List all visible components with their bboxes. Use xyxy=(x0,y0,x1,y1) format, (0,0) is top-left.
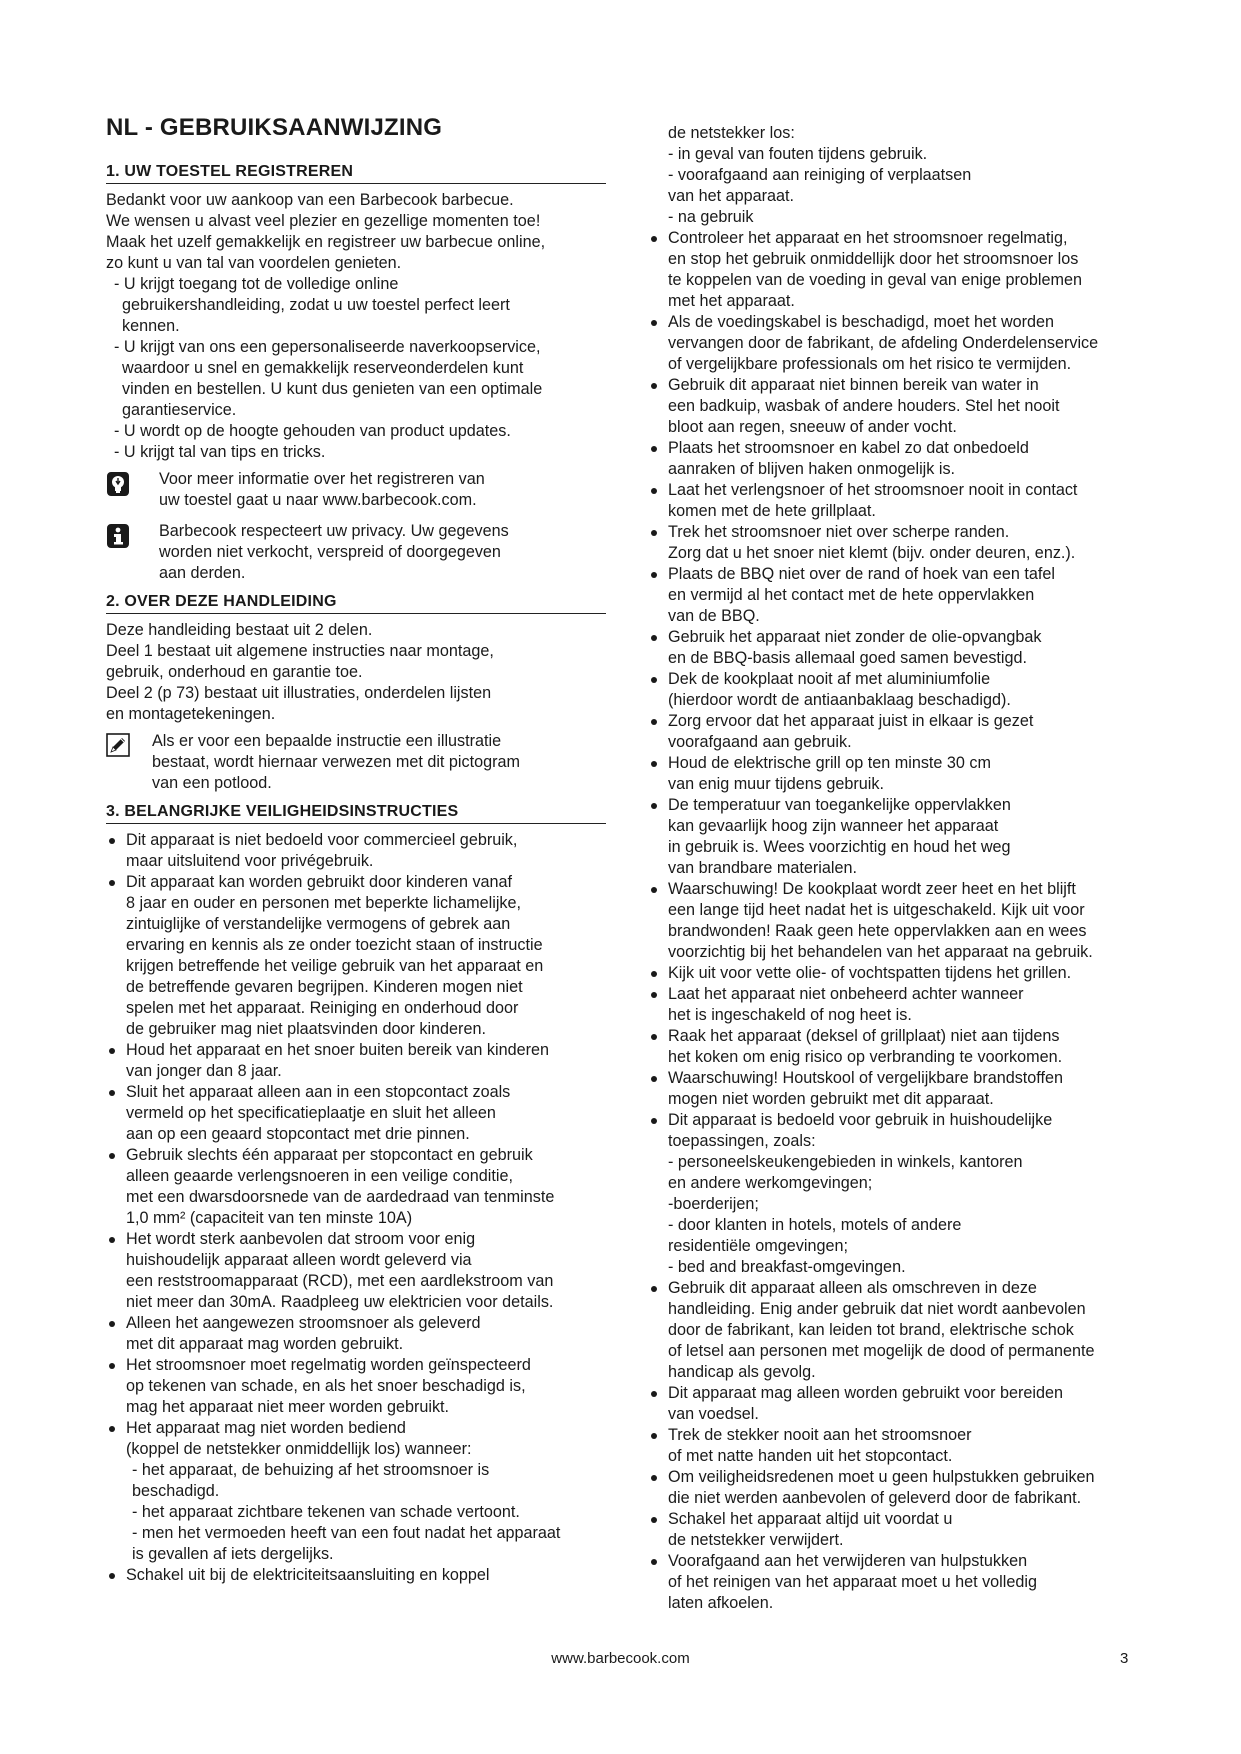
list-item: Gebruik slechts één apparaat per stopcontact en gebruik alleen geaarde verlengsnoeren in een veilige conditie, met een dwarsdoorsnede van de aardedraad van tenminste 1,0 mm² (capaciteit van ten minste 10A) xyxy=(106,1145,606,1229)
list-item: - men het vermoeden heeft van een fout nadat het apparaat is gevallen af iets dergelijks. xyxy=(132,1524,561,1563)
note-register-info: Voor meer informatie over het registreren van uw toestel gaat u naar www.barbecook.com. xyxy=(106,469,606,511)
safety-list-right-end xyxy=(648,1278,1148,1614)
register-intro: Bedankt voor uw aankoop van een Barbecook barbecue. We wensen u alvast veel plezier en gezellige momenten toe! Maak het uzelf gemakkelijk en registreer uw barbecue online, zo kunt u van tal van voordelen genieten. xyxy=(106,191,546,272)
list-item: Laat het verlengsnoer of het stroomsnoer nooit in contact komen met de hete grillplaat. xyxy=(648,480,1148,522)
list-item: Als de voedingskabel is beschadigd, moet het worden vervangen door de fabrikant, de afdeling Onderdelenservice of vergelijkbare professionals om het risico te vermijden. xyxy=(648,312,1148,375)
list-item: - personeelskeukengebieden in winkels, kantoren en andere werkomgevingen; xyxy=(668,1153,1023,1192)
list-item: Trek het stroomsnoer niet over scherpe randen. Zorg dat u het snoer niet klemt (bijv. onder deuren, enz.). xyxy=(648,522,1148,564)
footer-url: www.barbecook.com xyxy=(551,1650,690,1667)
list-item: Kijk uit voor vette olie- of vochtspatten tijdens het grillen. xyxy=(648,963,1148,984)
list-item: Alleen het aangewezen stroomsnoer als geleverd met dit apparaat mag worden gebruikt. xyxy=(106,1313,606,1355)
benefit-item: - U krijgt toegang tot de volledige online gebruikershandleiding, zodat u uw toestel perfect leert kennen. xyxy=(114,275,510,335)
list-item: Plaats de BBQ niet over de rand of hoek van een tafel en vermijd al het contact met de hete oppervlakken van de BBQ. xyxy=(648,564,1148,627)
continued-text: de netstekker los: xyxy=(668,124,795,142)
list-item: Het wordt sterk aanbevolen dat stroom voor enig huishoudelijk apparaat alleen wordt geleverd via een reststroomapparaat (RCD), met een aardlekstroom van niet meer dan 30mA. Raadpleeg uw elektricien voor details. xyxy=(106,1229,606,1313)
section-heading-manual: 2. OVER DEZE HANDLEIDING xyxy=(106,592,606,614)
list-item: - bed and breakfast-omgevingen. xyxy=(668,1258,906,1276)
list-item: Schakel het apparaat altijd uit voordat u de netstekker verwijdert. xyxy=(648,1509,1148,1551)
household-sublist xyxy=(648,1152,1148,1278)
list-item: Dit apparaat is niet bedoeld voor commercieel gebruik, maar uitsluitend voor privégebruik. xyxy=(106,830,606,872)
benefit-item: - U krijgt van ons een gepersonaliseerde naverkoopservice, waardoor u snel en gemakkelijk reserveonderdelen kunt vinden en bestellen. U kunt dus genieten van een optimale garantieservice. xyxy=(114,338,543,419)
list-item: Dit apparaat is bedoeld voor gebruik in huishoudelijke toepassingen, zoals: xyxy=(648,1110,1148,1152)
list-item: Waarschuwing! Houtskool of vergelijkbare brandstoffen mogen niet worden gebruikt met dit apparaat. xyxy=(648,1068,1148,1110)
bediend-sublist xyxy=(106,1460,606,1565)
list-item: - na gebruik xyxy=(668,208,754,226)
list-item: Om veiligheidsredenen moet u geen hulpstukken gebruiken die niet werden aanbevolen of geleverd door de fabrikant. xyxy=(648,1467,1148,1509)
list-item: Gebruik dit apparaat alleen als omschreven in deze handleiding. Enig ander gebruik dat niet wordt aanbevolen door de fabrikant, kan leiden tot brand, elektrische schok of letsel aan personen met mogelijk de dood of permanente handicap als gevolg. xyxy=(648,1278,1148,1383)
list-item: - in geval van fouten tijdens gebruik. xyxy=(668,145,928,163)
list-item: - voorafgaand aan reiniging of verplaatsen van het apparaat. xyxy=(668,166,972,205)
benefit-item: - U krijgt tal van tips en tricks. xyxy=(114,443,326,461)
note-privacy: Barbecook respecteert uw privacy. Uw gegevens worden niet verkocht, verspreid of doorgegeven aan derden. xyxy=(106,521,606,584)
safety-list-left xyxy=(106,830,606,1418)
list-item: Zorg ervoor dat het apparaat juist in elkaar is gezet voorafgaand aan gebruik. xyxy=(648,711,1148,753)
section-heading-register: 1. UW TOESTEL REGISTREREN xyxy=(106,162,606,184)
list-item: Gebruik het apparaat niet zonder de olie-opvangbak en de BBQ-basis allemaal goed samen bevestigd. xyxy=(648,627,1148,669)
list-item: Plaats het stroomsnoer en kabel zo dat onbedoeld aanraken of blijven haken onmogelijk is. xyxy=(648,438,1148,480)
list-item: Laat het apparaat niet onbeheerd achter wanneer het is ingeschakeld of nog heet is. xyxy=(648,984,1148,1026)
list-item: Controleer het apparaat en het stroomsnoer regelmatig, en stop het gebruik onmiddellijk door het stroomsnoer los te koppelen van de voeding in geval van enige problemen met het apparaat. xyxy=(648,228,1148,312)
list-item: Waarschuwing! De kookplaat wordt zeer heet en het blijft een lange tijd heet nadat het is uitgeschakeld. Kijk uit voor brandwonden! Raak geen hete oppervlakken aan en wees voorzichtig bij het behandelen van het apparaat na gebruik. xyxy=(648,879,1148,963)
note-pencil: Als er voor een bepaalde instructie een illustratie bestaat, wordt hiernaar verwezen met dit pictogram van een potlood. xyxy=(106,731,606,794)
lightbulb-icon xyxy=(106,471,130,495)
list-item: Houd de elektrische grill op ten minste 30 cm van enig muur tijdens gebruik. xyxy=(648,753,1148,795)
list-item: Voorafgaand aan het verwijderen van hulpstukken of het reinigen van het apparaat moet u het volledig laten afkoelen. xyxy=(648,1551,1148,1614)
list-item: - door klanten in hotels, motels of andere residentiële omgevingen; xyxy=(668,1216,962,1255)
list-item: Dit apparaat mag alleen worden gebruikt voor bereiden van voedsel. xyxy=(648,1383,1148,1425)
benefit-item: - U wordt op de hoogte gehouden van product updates. xyxy=(114,422,511,440)
list-item: Het stroomsnoer moet regelmatig worden geïnspecteerd op tekenen van schade, en als het snoer beschadigd is, mag het apparaat niet meer worden gebruikt. xyxy=(106,1355,606,1418)
page-title: NL - GEBRUIKSAANWIJZING xyxy=(106,114,443,141)
list-item: - het apparaat, de behuizing af het stroomsnoer is beschadigd. xyxy=(132,1461,490,1500)
list-item: Gebruik dit apparaat niet binnen bereik van water in een badkuip, wasbak of andere houders. Stel het nooit bloot aan regen, sneeuw of ander vocht. xyxy=(648,375,1148,438)
left-column xyxy=(106,114,606,1586)
manual-description: Deze handleiding bestaat uit 2 delen. Deel 1 bestaat uit algemene instructies naar montage, gebruik, onderhoud en garantie toe. Deel 2 (p 73) bestaat uit illustraties, onderdelen lijsten en montagetekeningen. xyxy=(106,621,494,723)
right-column xyxy=(648,123,1148,1614)
disconnect-sublist xyxy=(648,144,1148,228)
list-item: Dit apparaat kan worden gebruikt door kinderen vanaf 8 jaar en ouder en personen met beperkte lichamelijke, zintuiglijke of verstandelijke vermogens of gebrek aan ervaring en kennis als ze onder toezicht staan of instructie krijgen betreffende het veilige gebruik van het apparaat en de betreffende gevaren begrijpen. Kinderen mogen niet spelen met het apparaat. Reiniging en onderhoud door de gebruiker mag niet plaatsvinden door kinderen. xyxy=(106,872,606,1040)
list-item: Het apparaat mag niet worden bediend (koppel de netstekker onmiddellijk los) wanneer: xyxy=(106,1418,606,1460)
list-item: Raak het apparaat (deksel of grillplaat) niet aan tijdens het koken om enig risico op verbranding te voorkomen. xyxy=(648,1026,1148,1068)
list-item: Dek de kookplaat nooit af met aluminiumfolie (hierdoor wordt de antiaanbaklaag beschadigd). xyxy=(648,669,1148,711)
list-item: Sluit het apparaat alleen aan in een stopcontact zoals vermeld op het specificatieplaatje en sluit het alleen aan op een geaard stopcontact met drie pinnen. xyxy=(106,1082,606,1145)
section-heading-safety: 3. BELANGRIJKE VEILIGHEIDSINSTRUCTIES xyxy=(106,802,606,824)
list-item: Schakel uit bij de elektriciteitsaansluiting en koppel xyxy=(106,1565,606,1586)
list-item: - het apparaat zichtbare tekenen van schade vertoont. xyxy=(132,1503,520,1521)
list-item: Trek de stekker nooit aan het stroomsnoer of met natte handen uit het stopcontact. xyxy=(648,1425,1148,1467)
pencil-icon xyxy=(106,733,130,757)
info-icon xyxy=(106,523,130,547)
list-item: -boerderijen; xyxy=(668,1195,759,1213)
list-item: Houd het apparaat en het snoer buiten bereik van kinderen van jonger dan 8 jaar. xyxy=(106,1040,606,1082)
list-item: De temperatuur van toegankelijke oppervlakken kan gevaarlijk hoog zijn wanneer het apparaat in gebruik is. Wees voorzichtig en houd het weg van brandbare materialen. xyxy=(648,795,1148,879)
safety-list-right xyxy=(648,228,1148,1110)
register-benefits xyxy=(106,274,606,463)
page-number: 3 xyxy=(1120,1650,1129,1667)
